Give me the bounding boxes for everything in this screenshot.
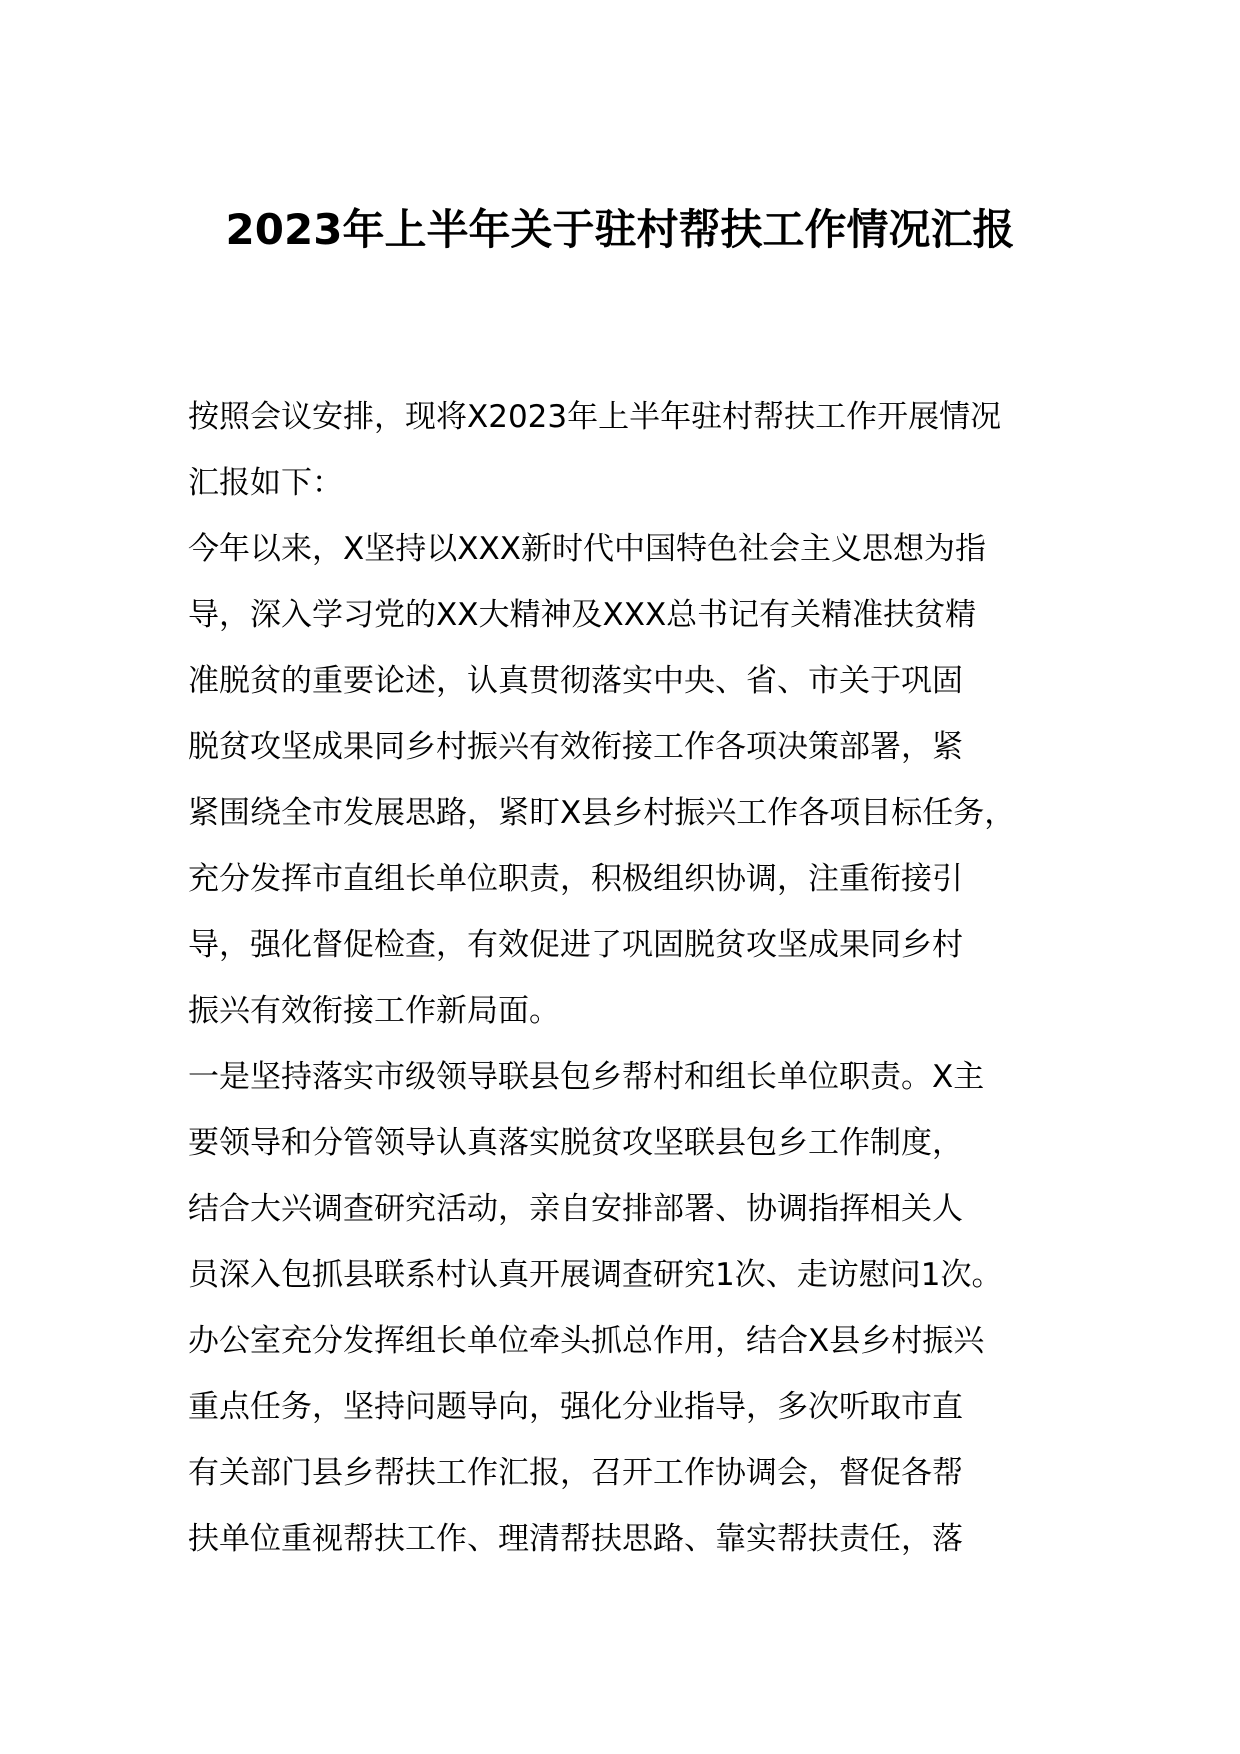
body-line: 一是坚持落实市级领导联县包乡帮村和组长单位职责。X主 [188,1059,985,1095]
body-line: 紧围绕全市发展思路，紧盯X县乡村振兴工作各项目标任务， [188,795,1016,831]
body-line: 重点任务，坚持问题导向，强化分业指导，多次听取市直 [188,1389,963,1425]
body-line: 扶单位重视帮扶工作、理清帮扶思路、靠实帮扶责任，落 [188,1521,963,1557]
body-line: 汇报如下： [188,465,343,501]
body-line: 导，深入学习党的XX大精神及XXX总书记有关精准扶贫精 [188,597,977,633]
document-title: 2023年上半年关于驻村帮扶工作情况汇报 [225,205,1015,254]
body-line: 导，强化督促检查，有效促进了巩固脱贫攻坚成果同乡村 [188,927,963,963]
body-line: 充分发挥市直组长单位职责，积极组织协调，注重衔接引 [188,861,963,897]
body-line: 结合大兴调查研究活动，亲自安排部署、协调指挥相关人 [188,1191,963,1227]
body-line: 要领导和分管领导认真落实脱贫攻坚联县包乡工作制度， [188,1125,963,1161]
body-line: 今年以来，X坚持以XXX新时代中国特色社会主义思想为指 [188,531,986,567]
body-line: 按照会议安排，现将X2023年上半年驻村帮扶工作开展情况 [188,399,1002,435]
body-line: 有关部门县乡帮扶工作汇报，召开工作协调会，督促各帮 [188,1455,963,1491]
body-line: 准脱贫的重要论述，认真贯彻落实中央、省、市关于巩固 [188,663,963,699]
body-line: 办公室充分发挥组长单位牵头抓总作用，结合X县乡村振兴 [188,1323,985,1359]
body-line: 员深入包抓县联系村认真开展调查研究1次、走访慰问1次。 [188,1257,1003,1293]
document-body [188,384,1088,1572]
body-line: 振兴有效衔接工作新局面。 [188,993,560,1029]
body-line: 脱贫攻坚成果同乡村振兴有效衔接工作各项决策部署，紧 [188,729,963,765]
